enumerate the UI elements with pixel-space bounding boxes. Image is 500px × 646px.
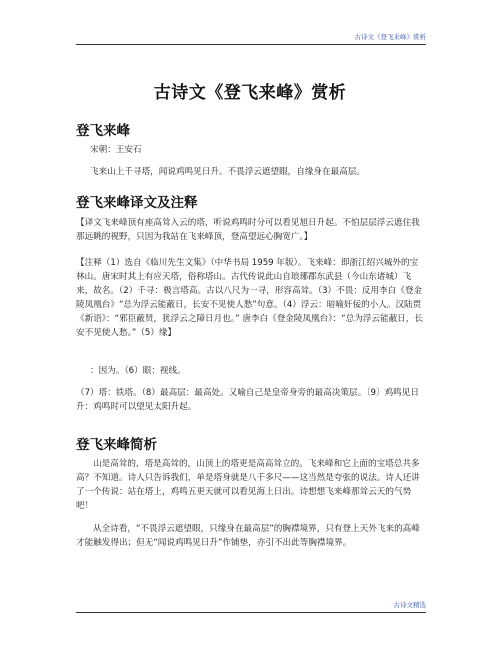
translation-text: 【译文飞来峰顶有座高耸入云的塔，听说鸡鸣时分可以看见旭日升起。不怕层层浮云遮住我那远眺的视野，只因为我站在飞来峰顶，登高望远心胸宽广。】: [76, 218, 420, 242]
poem-line: 飞来山上千寻塔，闻说鸡鸣见日升。不畏浮云遮望眼，自缘身在最高层。: [90, 167, 366, 177]
analysis-paragraph-1: 山是高耸的，塔是高耸的，山顶上的塔更是高高耸立的。飞来峰和它上面的宝塔总共多高？不知道。诗人只告诉我们，单是塔身就是八千多尺——这当然是夸张的说法。诗人还讲了一个传说：站在塔上，鸡鸣五更天就可以看见海上日出。诗想想飞来峰那耸云天的气势吧！: [76, 459, 420, 511]
page-title: 古诗文《登飞来峰》赏析: [153, 83, 347, 103]
translation-notes: 【注释（1）选自《临川先生文集》（中华书局 1959 年版）。飞来峰：即浙江绍兴城外的宝林山。唐宋时其上有应天塔，俗称塔山。古代传说此山自琅琊郡东武县（今山东诸城）飞来，故名。（2）千寻：极言塔高。古以八尺为一寻，形容高耸。（3）不畏：反用李白《登金陵凤凰台》“总为浮云能蔽日，长安不见使人愁”句意。（4）浮云：暗喻奸佞的小人。汉陆贾《新语》：“邪臣蔽贤，犹浮云之障日月也。” 唐李白《登金陵凤凰台》：“总为浮云能蔽日，长安不见使人愁。”（5）缘】: [76, 258, 423, 338]
footer-text: 古诗文精选: [393, 601, 426, 609]
analysis-heading: 登飞来峰简析: [76, 437, 157, 453]
header-text: 古诗文《登飞来峰》赏析: [354, 33, 426, 41]
poem-author: 宋朝：王安石: [90, 145, 142, 155]
translation-note-cause: ：因为。（6）眼：视线。: [90, 366, 186, 376]
page-footer: [76, 600, 426, 613]
analysis-paragraph-2: 从全诗看，“不畏浮云遮望眼，只缘身在最高层”的胸襟境界，只有登上天外飞来的高峰才能触发得出；但无“闻说鸡鸣见日升”作铺垫，亦引不出此等胸襟境界。: [76, 524, 420, 548]
translation-note-tower: （7）塔：铁塔。（8）最高层：最高处。又喻自己是皇帝身旁的最高决策层。〔9〕鸡鸣见日升：鸡鸣时可以望见太阳升起。: [76, 388, 419, 412]
poem-heading: 登飞来峰: [76, 123, 130, 139]
page-header: [76, 24, 426, 45]
translation-heading: 登飞来峰译文及注释: [76, 195, 198, 211]
